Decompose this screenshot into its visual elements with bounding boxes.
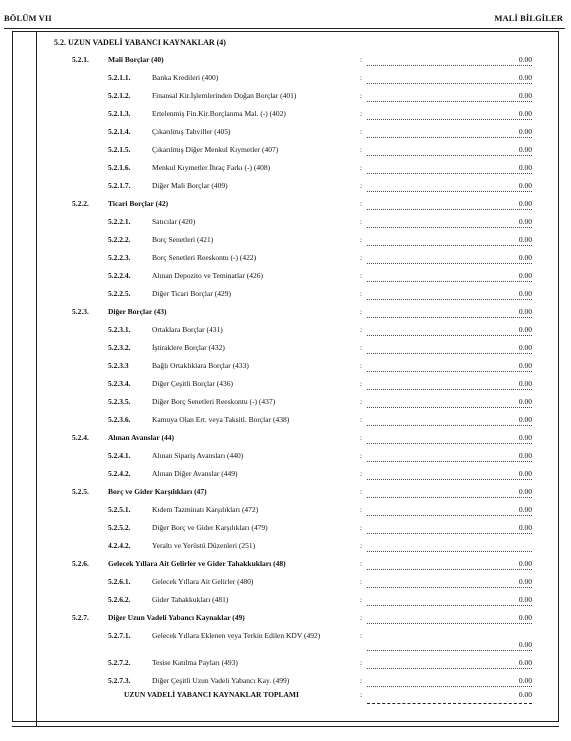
account-code: 5.2.2.4. [108,271,131,280]
account-code: 5.2.1.2. [108,91,131,100]
account-label: Borç Senetleri (421) [152,235,214,244]
colon-separator: : [360,91,363,100]
account-code: 5.2.1.4. [108,127,131,136]
account-code: 5.2.3. [72,307,89,316]
colon-separator: : [360,343,363,352]
account-value: 0.00 [367,55,532,66]
colon-separator: : [360,307,363,316]
account-value: 0.00 [367,271,532,282]
account-value: 0.00 [367,469,532,480]
account-value: 0.00 [367,397,532,408]
account-value: 0.00 [367,577,532,588]
account-code: 5.2.4. [72,433,89,442]
account-label: Ticari Borçlar (42) [108,199,169,208]
account-label: Alınan Depozito ve Teminatlar (426) [152,271,263,280]
account-code: 5.2.7.3. [108,676,131,685]
colon-separator: : [360,415,363,424]
colon-separator: : [360,253,363,262]
account-code: 5.2.4.1. [108,451,131,460]
colon-separator: : [360,379,363,388]
account-value: 0.00 [367,433,532,444]
account-label: Kamuya Olan Ert. veya Taksitl. Borçlar (438) [152,415,290,424]
account-code: 5.2.1.7. [108,181,131,190]
account-value [367,541,532,552]
colon-separator: : [360,631,363,640]
account-code: 5.2.2. [72,199,89,208]
account-code: 5.2.3.4. [108,379,131,388]
account-code: 5.2.2.3. [108,253,131,262]
colon-separator: : [360,595,363,604]
account-code: 5.2.2.5. [108,289,131,298]
account-label: Kıdem Tazminatı Karşılıkları (472) [152,505,259,514]
account-code: 5.2.4.2. [108,469,131,478]
account-label: Borç ve Gider Karşılıkları (47) [108,487,207,496]
account-value: 0.00 [367,145,532,156]
account-label: Çıkarılmış Tahviller (405) [152,127,231,136]
account-value: 0.00 [367,181,532,192]
account-code: 5.2.3.2. [108,343,131,352]
account-code: 5.2.6.2. [108,595,131,604]
account-code: 5.2.5.1. [108,505,131,514]
account-value: 0.00 [367,640,532,651]
colon-separator: : [360,658,363,667]
bottom-rule [12,726,559,727]
account-value: 0.00 [367,199,532,210]
account-code: 5.2.7.2. [108,658,131,667]
account-code: 5.2.2.1. [108,217,131,226]
colon-separator: : [360,181,363,190]
colon-separator: : [360,361,363,370]
colon-separator: : [360,109,363,118]
account-label: İştiraklere Borçlar (432) [152,343,225,352]
account-code: 5.2.7. [72,613,89,622]
account-value: 0.00 [367,415,532,426]
account-value: 0.00 [367,379,532,390]
account-value: 0.00 [367,163,532,174]
account-value: 0.00 [367,343,532,354]
total-label: UZUN VADELİ YABANCI KAYNAKLAR TOPLAMI [124,690,299,699]
colon-separator: : [360,433,363,442]
colon-separator: : [360,55,363,64]
account-label: Bağlı Ortaklıklara Borçlar (433) [152,361,249,370]
account-label: Borç Senetleri Reeskontu (-) (422) [152,253,257,262]
account-code: 5.2.3.6. [108,415,131,424]
account-code: 5.2.3.3 [108,361,129,370]
colon-separator: : [360,271,363,280]
account-code: 5.2.1. [72,55,89,64]
account-label: Diğer Çeşitli Uzun Vadeli Yabancı Kay. (499) [152,676,290,685]
account-label: Yeraltı ve Yerüstü Düzenleri (251) [152,541,256,550]
account-value: 0.00 [367,361,532,372]
account-label: Mali Borçlar (40) [108,55,164,64]
account-label: Çıkarılmış Diğer Menkul Kıymetler (407) [152,145,279,154]
account-value: 0.00 [367,595,532,606]
account-code: 5.2.1.5. [108,145,131,154]
colon-separator: : [360,145,363,154]
account-value: 0.00 [367,127,532,138]
header-divider [4,28,565,29]
colon-separator: : [360,676,363,685]
account-label: Diğer Ticari Borçlar (429) [152,289,231,298]
account-value: 0.00 [367,307,532,318]
account-label: Finansal Kir.İşlemlerinden Doğan Borçlar (401) [152,91,297,100]
account-value: 0.00 [367,73,532,84]
colon-separator: : [360,325,363,334]
colon-separator: : [360,217,363,226]
account-code: 5.2.5.2. [108,523,131,532]
account-value: 0.00 [367,253,532,264]
colon-separator: : [360,523,363,532]
total-colon: : [360,690,363,699]
chapter-label: BÖLÜM VII [4,13,52,23]
account-value: 0.00 [367,613,532,624]
account-label: Diğer Çeşitli Borçlar (436) [152,379,234,388]
account-label: Gelecek Yıllara Ait Gelirler (480) [152,577,254,586]
colon-separator: : [360,235,363,244]
section-header: MALİ BİLGİLER [494,13,563,23]
account-label: Satıcılar (420) [152,217,196,226]
section-title: 5.2. UZUN VADELİ YABANCI KAYNAKLAR (4) [54,38,226,47]
account-label: Banka Kredileri (400) [152,73,219,82]
account-value: 0.00 [367,559,532,570]
account-label: Gelecek Yıllara Ait Gelirler ve Gider Tahakkukları (48) [108,559,286,568]
colon-separator: : [360,127,363,136]
account-value: 0.00 [367,505,532,516]
account-label: Alınan Diğer Avanslar (449) [152,469,238,478]
colon-separator: : [360,487,363,496]
account-label: Ertelenmiş Fin.Kir.Borçlanma Mal. (-) (402) [152,109,286,118]
left-margin-rule [36,31,37,727]
account-value: 0.00 [367,451,532,462]
account-label: Tesise Katılma Payları (493) [152,658,238,667]
colon-separator: : [360,541,363,550]
account-code: 5.2.3.5. [108,397,131,406]
account-code: 5.2.6.1. [108,577,131,586]
colon-separator: : [360,559,363,568]
account-value: 0.00 [367,676,532,687]
account-code: 4.2.4.2. [108,541,131,550]
account-label: Gider Tahakkukları (481) [152,595,229,604]
account-code: 5.2.1.6. [108,163,131,172]
colon-separator: : [360,199,363,208]
account-label: Alınan Avanslar (44) [108,433,174,442]
account-code: 5.2.6. [72,559,89,568]
account-label: Ortaklara Borçlar (431) [152,325,223,334]
total-value: 0.00 [518,690,532,699]
account-label: Gelecek Yıllara Eklenen veya Terkin Edilen KDV (492) [152,631,321,640]
colon-separator: : [360,577,363,586]
account-value: 0.00 [367,217,532,228]
account-code: 5.2.2.2. [108,235,131,244]
account-code: 5.2.3.1. [108,325,131,334]
account-value: 0.00 [367,289,532,300]
account-label: Diğer Borç ve Gider Karşılıkları (479) [152,523,268,532]
account-code: 5.2.1.1. [108,73,131,82]
colon-separator: : [360,469,363,478]
account-code: 5.2.1.3. [108,109,131,118]
colon-separator: : [360,613,363,622]
colon-separator: : [360,505,363,514]
colon-separator: : [360,163,363,172]
account-value: 0.00 [367,658,532,669]
account-code: 5.2.7.1. [108,631,131,640]
total-underline [367,703,532,704]
colon-separator: : [360,73,363,82]
account-label: Alınan Sipariş Avansları (440) [152,451,244,460]
account-value: 0.00 [367,523,532,534]
account-label: Diğer Borç Senetleri Reeskontu (-) (437) [152,397,276,406]
colon-separator: : [360,397,363,406]
colon-separator: : [360,289,363,298]
account-value: 0.00 [367,109,532,120]
account-label: Diğer Borçlar (43) [108,307,167,316]
account-value: 0.00 [367,235,532,246]
account-label: Menkul Kıymetler İhraç Farkı (-) (408) [152,163,271,172]
account-value: 0.00 [367,325,532,336]
account-label: Diğer Mali Borçlar (409) [152,181,228,190]
colon-separator: : [360,451,363,460]
account-code: 5.2.5. [72,487,89,496]
account-value: 0.00 [367,487,532,498]
account-label: Diğer Uzun Vadeli Yabancı Kaynaklar (49) [108,613,245,622]
account-value: 0.00 [367,91,532,102]
